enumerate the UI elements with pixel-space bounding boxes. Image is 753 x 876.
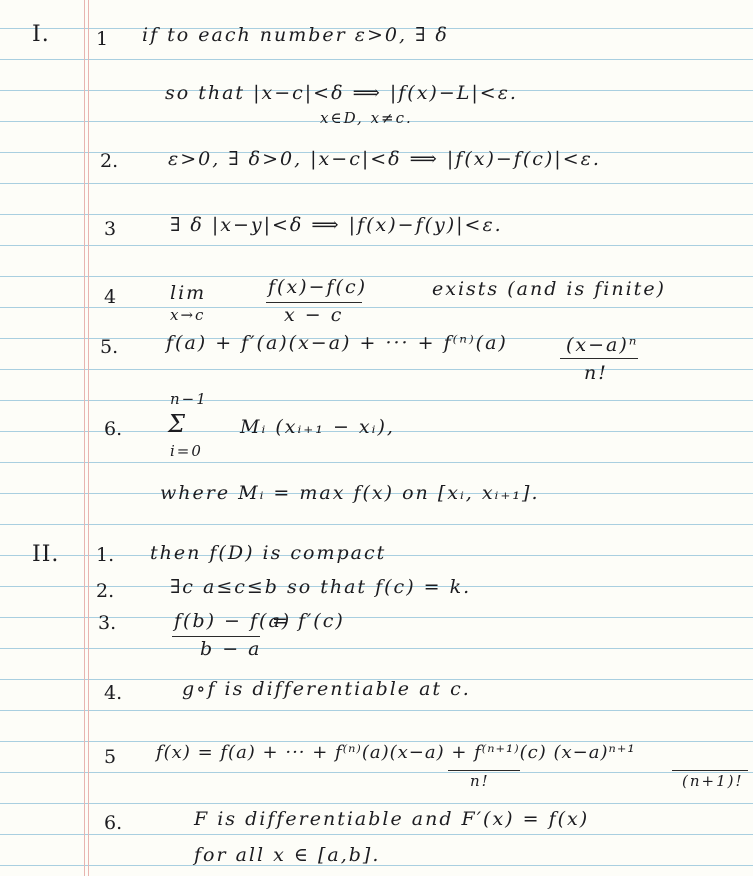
item-number: 3. xyxy=(98,612,117,634)
sum-lower-limit: i=0 xyxy=(170,442,203,460)
section-label: II. xyxy=(32,542,60,567)
answer-line: ∃ δ |x−y|<δ ⟹ |f(x)−f(y)|<ε. xyxy=(170,214,503,236)
answer-line: Mᵢ (xᵢ₊₁ − xᵢ), xyxy=(240,416,395,438)
item-number: 2. xyxy=(96,580,115,602)
answer-line: for all x ∈ [a,b]. xyxy=(194,844,381,866)
fraction-bar xyxy=(672,770,748,771)
fraction-bar xyxy=(448,770,520,771)
answer-line: then f(D) is compact xyxy=(150,542,387,564)
item-number: 6. xyxy=(104,418,123,440)
limit-prefix: lim xyxy=(170,282,207,304)
answer-line: exists (and is finite) xyxy=(432,278,666,300)
fraction-bar xyxy=(266,302,362,303)
answer-line-subscript: x∈D, x≠c. xyxy=(320,109,413,127)
item-number: 5. xyxy=(100,336,119,358)
section-label: I. xyxy=(32,22,50,47)
item-number: 4. xyxy=(104,682,123,704)
item-number: 1. xyxy=(96,544,115,566)
sum-symbol: Σ xyxy=(168,410,187,438)
answer-line: = f′(c) xyxy=(272,610,345,632)
answer-line: F is differentiable and F′(x) = f(x) xyxy=(194,808,590,830)
answer-line: g∘f is differentiable at c. xyxy=(182,678,471,700)
fraction-numerator: f(x)−f(c) xyxy=(268,276,367,298)
fraction-denominator: (n+1)! xyxy=(682,772,744,790)
answer-line: ε>0, ∃ δ>0, |x−c|<δ ⟹ |f(x)−f(c)|<ε. xyxy=(168,148,601,170)
answer-line: if to each number ε>0, ∃ δ xyxy=(142,24,449,46)
answer-line: where Mᵢ = max f(x) on [xᵢ, xᵢ₊₁]. xyxy=(160,482,540,504)
fraction-bar xyxy=(560,358,638,359)
item-number: 3 xyxy=(104,218,117,240)
limit-subscript: x→c xyxy=(170,306,206,324)
item-number: 6. xyxy=(104,812,123,834)
fraction-bar xyxy=(172,636,260,637)
fraction-numerator: (x−a)ⁿ xyxy=(566,334,639,356)
margin-line xyxy=(84,0,85,876)
item-number: 5 xyxy=(104,746,117,768)
fraction-denominator: n! xyxy=(470,772,490,790)
fraction-numerator: f(b) − f(a) xyxy=(174,610,292,632)
margin-line xyxy=(88,0,89,876)
answer-line: ∃c a≤c≤b so that f(c) = k. xyxy=(170,576,472,598)
answer-line: f(a) + f′(a)(x−a) + ··· + f⁽ⁿ⁾(a) xyxy=(166,332,508,354)
item-number: 4 xyxy=(104,286,117,308)
fraction-denominator: n! xyxy=(584,362,608,384)
item-number: 2. xyxy=(100,150,119,172)
answer-line: so that |x−c|<δ ⟹ |f(x)−L|<ε. xyxy=(165,82,518,104)
answer-line: f(x) = f(a) + ··· + f⁽ⁿ⁾(a)(x−a) + f⁽ⁿ⁺¹⁾(c) (x−a)ⁿ⁺¹ xyxy=(156,742,636,763)
fraction-denominator: x − c xyxy=(284,304,344,326)
fraction-denominator: b − a xyxy=(200,638,262,660)
item-number: 1 xyxy=(96,28,109,50)
sum-upper-limit: n−1 xyxy=(170,390,208,408)
